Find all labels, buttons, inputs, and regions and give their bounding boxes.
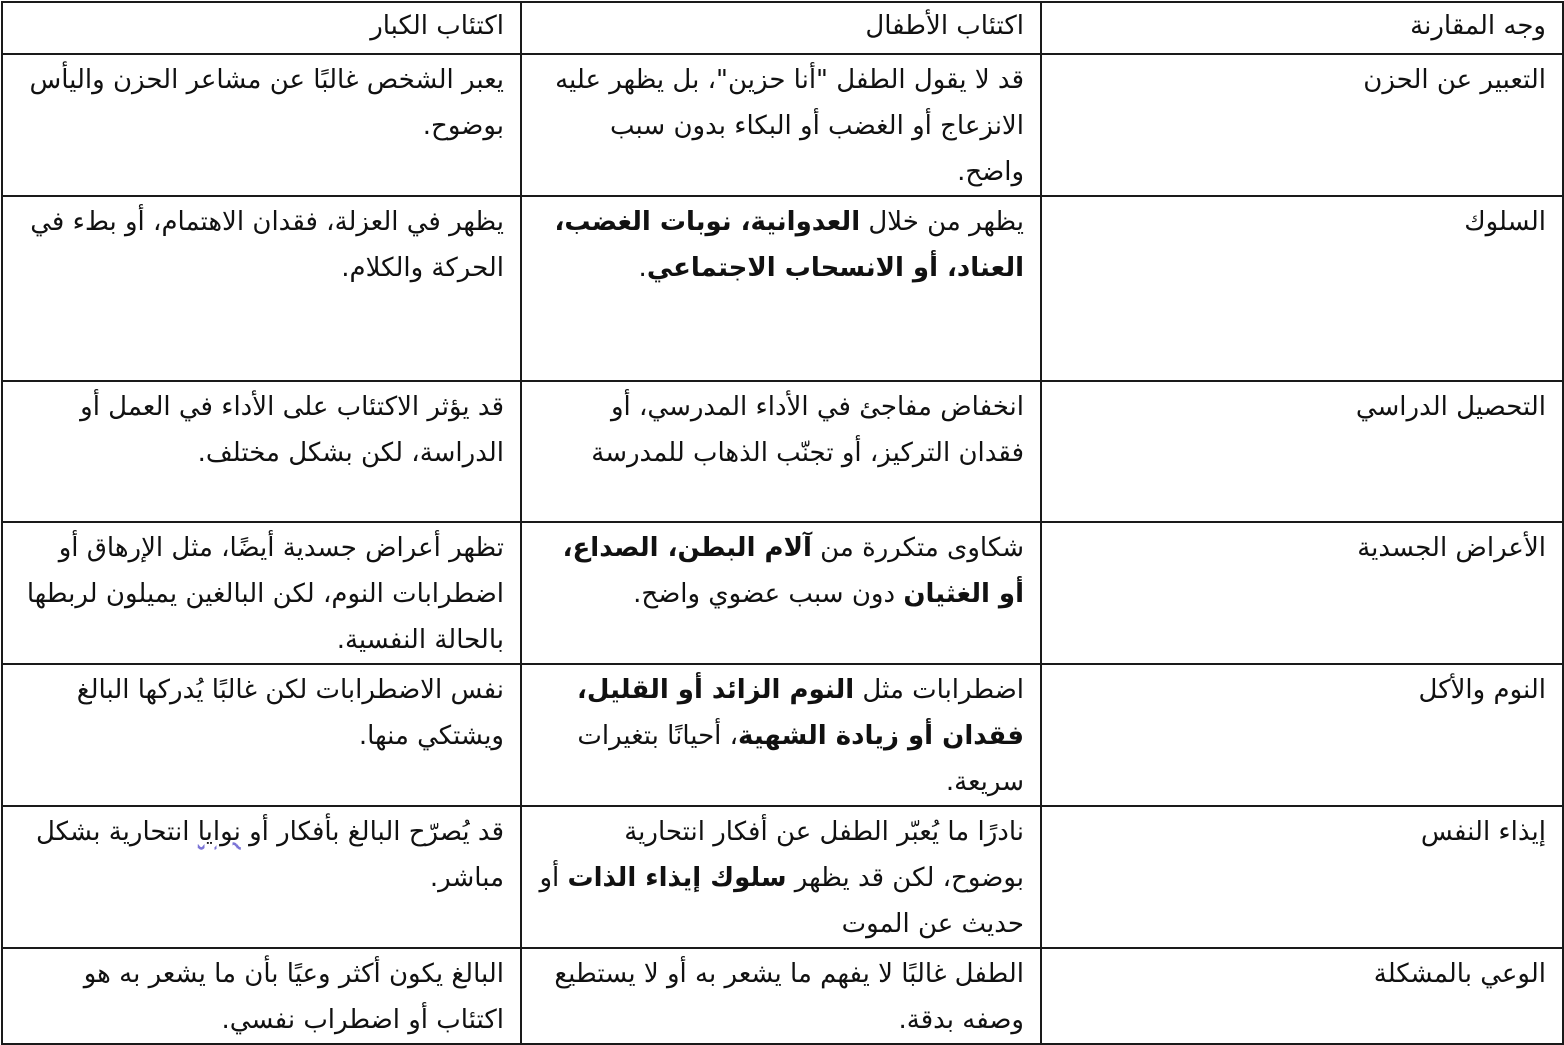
header-child: اكتئاب الأطفال [521,2,1041,54]
text-segment: ، أحيانًا بتغيرات سريعة. [577,721,1024,797]
text-segment: تظهر أعراض جسدية أيضًا، مثل الإرهاق أو اضطرابات النوم، لكن البالغين يميلون لربطها بالحالة النفسية. [26,533,504,655]
text-segment: يعبر الشخص غالبًا عن مشاعر الحزن واليأس بوضوح. [29,65,504,141]
bold-segment: آلام البطن، الصداع، أو الغثيان [562,533,1024,609]
text-segment: دون سبب عضوي واضح. [633,579,904,609]
adult-cell [2,948,521,1044]
child-cell [521,54,1041,196]
aspect-cell: الأعراض الجسدية [1041,522,1563,664]
spellcheck-marked-word: نوايا [197,817,241,847]
text-segment: . [638,253,647,283]
aspect-cell: النوم والأكل [1041,664,1563,806]
text-segment: انخفاض مفاجئ في الأداء المدرسي، أو فقدان التركيز، أو تجنّب الذهاب للمدرسة [591,392,1024,468]
text-segment: قد يؤثر الاكتئاب على الأداء في العمل أو الدراسة، لكن بشكل مختلف. [80,392,504,468]
header-row [2,2,1563,54]
table-row [2,54,1563,196]
child-cell [521,381,1041,522]
text-segment: يظهر من خلال [860,207,1024,237]
child-cell [521,806,1041,948]
table-row [2,196,1563,381]
text-segment: شكاوى متكررة من [811,533,1024,563]
text-segment: الطفل غالبًا لا يفهم ما يشعر به أو لا يستطيع وصفه بدقة. [554,959,1024,1035]
adult-cell [2,806,521,948]
bold-segment: سلوك إيذاء الذات [567,863,787,893]
child-cell [521,196,1041,381]
table-row [2,948,1563,1044]
aspect-cell: إيذاء النفس [1041,806,1563,948]
child-cell [521,664,1041,806]
table-row [2,806,1563,948]
aspect-cell: الوعي بالمشكلة [1041,948,1563,1044]
child-cell [521,948,1041,1044]
header-adult: اكتئاب الكبار [2,2,521,54]
adult-cell [2,196,521,381]
text-segment: البالغ يكون أكثر وعيًا بأن ما يشعر به هو اكتئاب أو اضطراب نفسي. [83,959,504,1035]
text-segment: قد لا يقول الطفل "أنا حزين"، بل يظهر عليه الانزعاج أو الغضب أو البكاء بدون سبب واضح. [555,65,1024,187]
adult-text-before: قد يُصرّح البالغ بأفكار أو [240,817,504,847]
adult-cell [2,664,521,806]
aspect-cell: التحصيل الدراسي [1041,381,1563,522]
bold-segment: النوم الزائد أو القليل، فقدان أو زيادة الشهية [577,675,1024,751]
text-segment: نفس الاضطرابات لكن غالبًا يُدركها البالغ ويشتكي منها. [76,675,504,751]
adult-cell [2,54,521,196]
bold-segment: العدوانية، نوبات الغضب، العناد، أو الانسحاب الاجتماعي [554,207,1024,283]
child-cell [521,522,1041,664]
text-segment: اضطرابات مثل [854,675,1024,705]
table-row [2,522,1563,664]
aspect-cell: التعبير عن الحزن [1041,54,1563,196]
text-segment: أو حديث عن الموت [539,863,1024,939]
aspect-cell: السلوك [1041,196,1563,381]
table-row [2,381,1563,522]
text-segment: نادرًا ما يُعبّر الطفل عن أفكار انتحارية بوضوح، لكن قد يظهر [624,817,1024,893]
comparison-table [1,1,1564,1045]
text-segment: يظهر في العزلة، فقدان الاهتمام، أو بطء في الحركة والكلام. [30,207,504,283]
table-row [2,664,1563,806]
adult-cell [2,381,521,522]
header-aspect: وجه المقارنة [1041,2,1563,54]
adult-text-after: انتحارية بشكل مباشر. [35,817,504,893]
adult-cell [2,522,521,664]
